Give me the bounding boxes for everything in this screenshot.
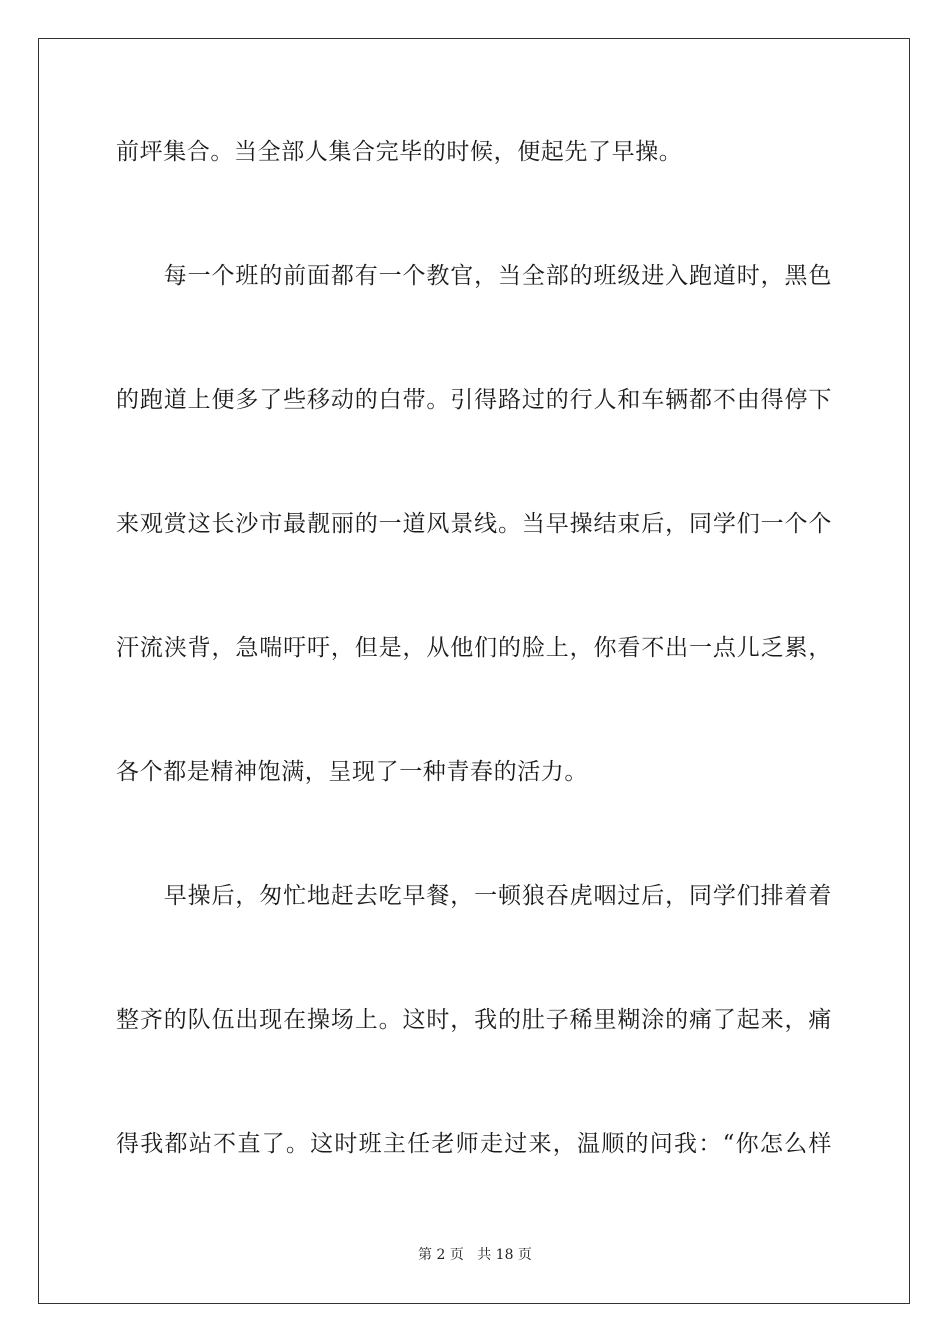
text-line-5: 汗流浃背，急喘吁吁，但是，从他们的脸上，你看不出一点儿乏累， — [116, 635, 832, 661]
text-line-3: 的跑道上便多了些移动的白带。引得路过的行人和车辆都不由得停下 — [116, 387, 832, 413]
page-footer — [0, 1246, 950, 1264]
page-border — [38, 38, 910, 1304]
text-line-6: 各个都是精神饱满，呈现了一种青春的活力。 — [116, 759, 588, 785]
text-line-8: 整齐的队伍出现在操场上。这时，我的肚子稀里糊涂的痛了起来，痛 — [116, 1007, 832, 1033]
text-line-2: 每一个班的前面都有一个教官，当全部的班级进入跑道时，黑色 — [116, 263, 832, 289]
text-line-4: 来观赏这长沙市最靓丽的一道风景线。当早操结束后，同学们一个个 — [116, 511, 832, 537]
text-line-1: 前坪集合。当全部人集合完毕的时候，便起先了早操。 — [116, 139, 683, 165]
text-line-9: 得我都站不直了。这时班主任老师走过来，温顺的问我：“你怎么样 — [116, 1131, 832, 1157]
page-total: 共 18 页 — [477, 1247, 532, 1263]
page-number: 第 2 页 — [418, 1247, 464, 1263]
text-line-7: 早操后，匆忙地赶去吃早餐，一顿狼吞虎咽过后，同学们排着着 — [116, 883, 832, 909]
